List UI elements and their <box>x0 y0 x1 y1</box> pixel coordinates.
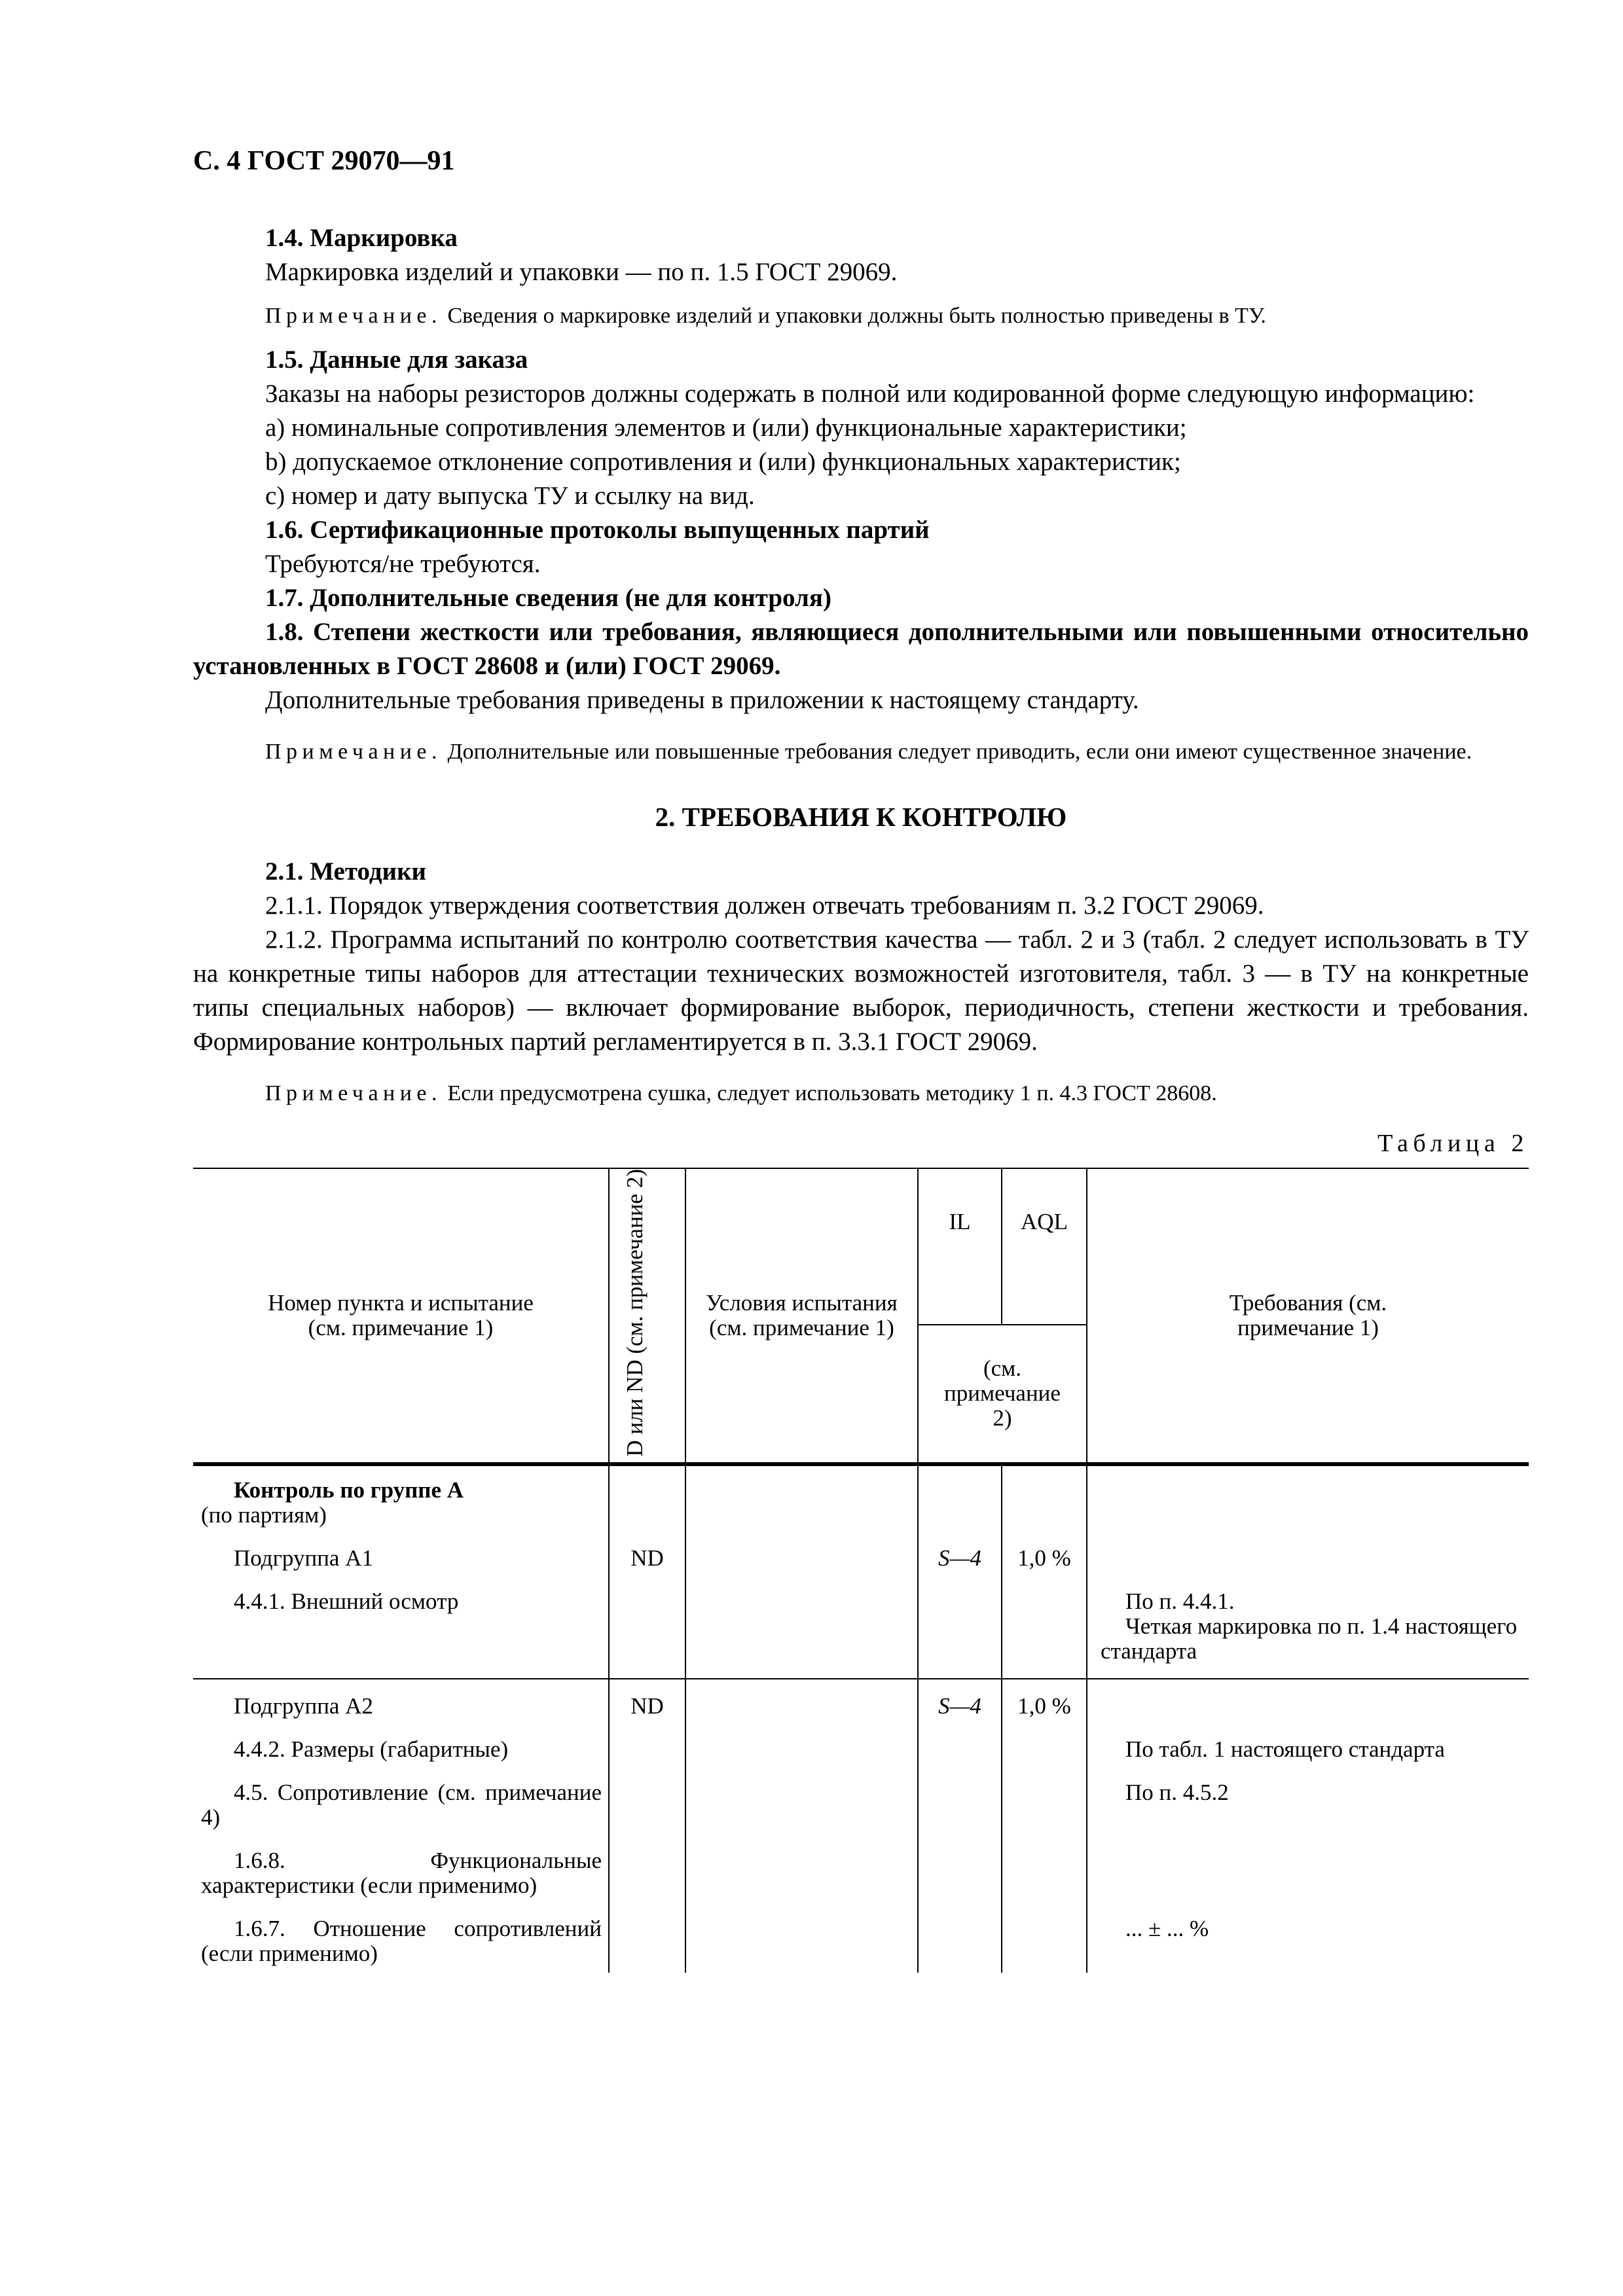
note-text: Если предусмотрена сушка, следует использовать методику 1 п. 4.3 ГОСТ 28608. <box>441 1081 1217 1105</box>
section-2-1-2-text: 2.1.2. Программа испытаний по контролю соответствия качества — табл. 2 и 3 (табл. 2 следует использовать в ТУ на конкретные типы наборов для аттестации технических возможностей изготовителя, табл. 3 — в ТУ на конкретные типы специальных наборов) — включает формирование выборок, периодичность, степени жесткости и требования. Формирование контрольных партий регламентируется в п. 3.3.1 ГОСТ 29069. <box>193 925 1529 1056</box>
test-program-table <box>193 1168 1529 1973</box>
document-page <box>193 144 1529 1973</box>
list-item: а) номинальные сопротивления элементов и (или) функциональные характеристики; <box>265 414 1187 442</box>
col-header-dnd-text: D или ND (см. примечание 2) <box>621 1169 647 1457</box>
note-label: Примечание. <box>265 740 442 764</box>
col-header-conditions <box>685 1168 918 1464</box>
a1-req1b: Четкая маркировка по п. 1.4 настоящего стандарта <box>1101 1613 1518 1664</box>
a1-req1a: По п. 4.4.1. <box>1125 1588 1235 1614</box>
group-a-title: Контроль по группе А <box>234 1477 464 1503</box>
page-header: С. 4 ГОСТ 29070—91 <box>193 146 455 176</box>
note-text: Дополнительные или повышенные требования следует приводить, если они имеют существенное значение. <box>441 740 1472 764</box>
section-1-8-note <box>193 738 1529 766</box>
section-1-6-title: 1.6. Сертификационные протоколы выпущенных партий <box>265 516 930 544</box>
a2-aql: 1,0 % <box>1002 1679 1087 1737</box>
table-caption: Таблица 2 <box>1377 1130 1529 1157</box>
table-row <box>193 1546 1529 1589</box>
table-row <box>193 1679 1529 1737</box>
group-a-cell <box>193 1464 609 1546</box>
a2-il: S—4 <box>918 1679 1002 1737</box>
section-1-5-title: 1.5. Данные для заказа <box>265 346 528 374</box>
col-header-item <box>193 1168 609 1464</box>
list-item: b) допускаемое отклонение сопротивления и (или) функциональных характеристик; <box>265 448 1181 476</box>
section-2-title: 2. ТРЕБОВАНИЯ К КОНТРОЛЮ <box>655 802 1067 832</box>
a2-req4: ... ± ... % <box>1087 1916 1529 1973</box>
table-row <box>193 1780 1529 1848</box>
a1-test1: 4.4.1. Внешний осмотр <box>193 1589 609 1679</box>
section-1-4-text: Маркировка изделий и упаковки — по п. 1.5 ГОСТ 29069. <box>265 258 898 286</box>
table-row <box>193 1737 1529 1780</box>
a1-il: S—4 <box>918 1546 1002 1589</box>
group-a-sub: (по партиям) <box>201 1501 327 1528</box>
section-1-5-text: Заказы на наборы резисторов должны содержать в полной или кодированной форме следующую информацию: <box>265 380 1475 408</box>
col-header-conditions-text: Условия испытания (см. примечание 1) <box>706 1289 898 1340</box>
col-header-aql-text: AQL <box>1021 1209 1068 1234</box>
col-header-item-text: Номер пункта и испытание (см. примечание 1) <box>268 1289 534 1340</box>
a2-dnd: ND <box>609 1679 685 1737</box>
note-label: Примечание. <box>265 1081 442 1105</box>
col-header-requirements <box>1087 1168 1529 1464</box>
section-2-1-title: 2.1. Методики <box>265 857 427 886</box>
col-header-il-text: IL <box>949 1209 971 1234</box>
a2-test4: 1.6.7. Отношение сопротивлений (если применимо) <box>193 1916 609 1973</box>
section-1-8-text: Дополнительные требования приведены в приложении к настоящему стандарту. <box>265 686 1139 714</box>
col-header-il <box>918 1168 1002 1325</box>
col-header-dnd <box>609 1168 685 1464</box>
section-1-7-title: 1.7. Дополнительные сведения (не для контроля) <box>265 584 831 612</box>
col-header-il-aql-note-text: (см. примечание 2) <box>944 1355 1061 1431</box>
a2-req2: По п. 4.5.2 <box>1087 1780 1529 1848</box>
a1-name: Подгруппа А1 <box>193 1546 609 1589</box>
a2-test3: 1.6.8. Функциональные характеристики (если применимо) <box>193 1848 609 1916</box>
a2-test1: 4.4.2. Размеры (габаритные) <box>193 1737 609 1780</box>
section-1-4-title: 1.4. Маркировка <box>265 224 458 252</box>
table-row <box>193 1848 1529 1916</box>
a2-req1: По табл. 1 настоящего стандарта <box>1087 1737 1529 1780</box>
col-header-aql <box>1002 1168 1087 1325</box>
a2-test2: 4.5. Сопротивление (см. примечание 4) <box>193 1780 609 1848</box>
note-label: Примечание. <box>265 304 442 328</box>
col-header-requirements-text: Требования (см. примечание 1) <box>1229 1289 1387 1340</box>
table-row <box>193 1464 1529 1546</box>
a1-dnd: ND <box>609 1546 685 1589</box>
a1-req-cell <box>1087 1589 1529 1679</box>
section-1-8-title: 1.8. Степени жесткости или требования, являющиеся дополнительными или повышенными относительно установленных в ГОСТ 28608 и (или) ГОСТ 29069. <box>193 618 1529 680</box>
section-2-note <box>193 1080 1529 1107</box>
section-1-4-note <box>193 302 1529 330</box>
a2-name: Подгруппа А2 <box>193 1679 609 1737</box>
section-1-6-text: Требуются/не требуются. <box>265 550 541 578</box>
section-2-1-1-text: 2.1.1. Порядок утверждения соответствия должен отвечать требованиям п. 3.2 ГОСТ 29069. <box>265 891 1264 920</box>
table-row <box>193 1589 1529 1679</box>
note-text: Сведения о маркировке изделий и упаковки должны быть полностью приведены в ТУ. <box>441 304 1266 328</box>
list-item: с) номер и дату выпуска ТУ и ссылку на вид. <box>265 482 755 510</box>
a1-aql: 1,0 % <box>1002 1546 1087 1589</box>
col-header-il-aql-note <box>918 1325 1087 1464</box>
table-row <box>193 1916 1529 1973</box>
